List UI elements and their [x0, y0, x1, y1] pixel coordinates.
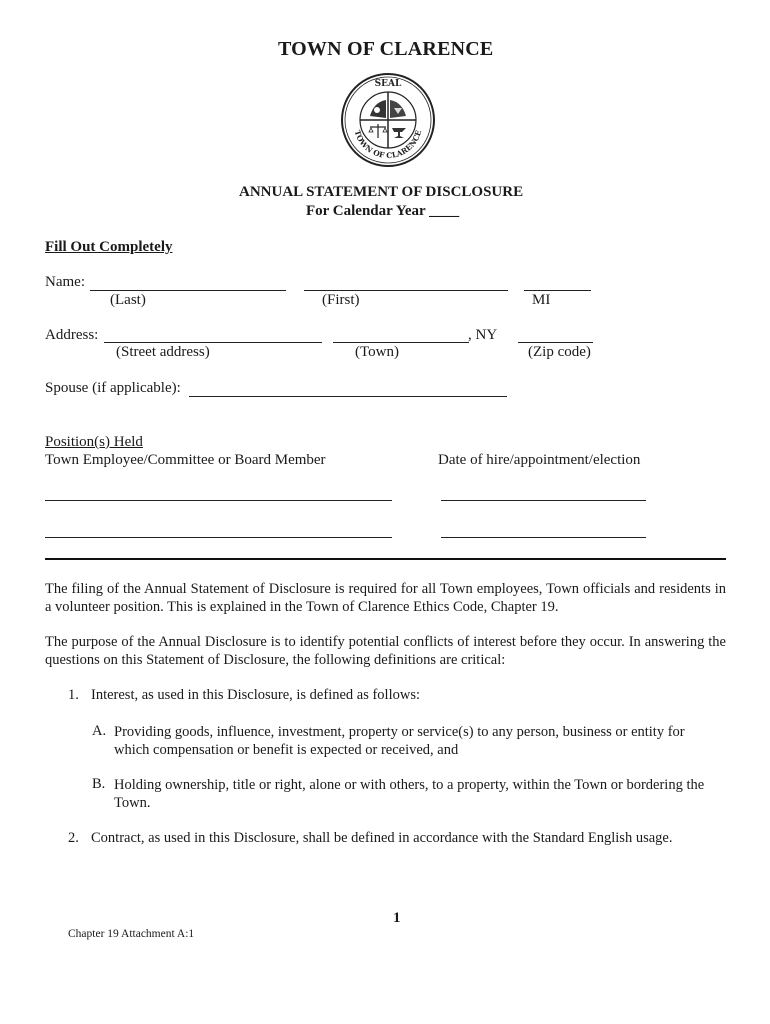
street-address-caption: (Street address) — [116, 344, 210, 360]
item-1-text: Interest, as used in this Disclosure, is defined as follows: — [91, 687, 421, 703]
item-a-letter: A. — [92, 723, 107, 739]
seal-text-bottom: TOWN OF CLARENCE — [352, 129, 424, 161]
town-field[interactable] — [333, 342, 469, 343]
position-field-2[interactable] — [45, 537, 392, 538]
address-label: Address: — [45, 327, 99, 343]
date-field-2[interactable] — [441, 537, 646, 538]
last-name-caption: (Last) — [110, 292, 146, 308]
first-name-caption: (First) — [322, 292, 360, 308]
zip-code-field[interactable] — [518, 342, 593, 343]
first-name-field[interactable] — [304, 290, 508, 291]
paragraph-filing: The filing of the Annual Statement of Disclosure is required for all Town employees, Town officials and residents in a volunteer position. This is explained in the Town of Clarence Ethics Code, Chapter 19. — [45, 581, 726, 615]
item-1-number: 1. — [68, 687, 79, 703]
form-subheading: For Calendar Year ____ — [306, 203, 460, 219]
position-field-1[interactable] — [45, 500, 392, 501]
zip-code-caption: (Zip code) — [528, 344, 591, 360]
positions-heading: Position(s) Held — [45, 434, 143, 450]
paragraph-purpose: The purpose of the Annual Disclosure is to identify potential conflicts of interest before they occur. In answering the questions on this Statement of Disclosure, the following definitions are critical: — [45, 634, 726, 668]
item-b-letter: B. — [92, 776, 106, 792]
instruction-label: Fill Out Completely — [45, 239, 173, 255]
page-title: TOWN OF CLARENCE — [278, 38, 494, 60]
form-heading: ANNUAL STATEMENT OF DISCLOSURE — [239, 184, 524, 200]
page-number: 1 — [393, 910, 401, 926]
date-field-1[interactable] — [441, 500, 646, 501]
item-b-text: Holding ownership, title or right, alone or with others, to a property, within the Town or bordering the Town. — [114, 777, 705, 811]
town-caption: (Town) — [355, 344, 399, 360]
mi-field[interactable] — [524, 290, 591, 291]
mi-caption: MI — [532, 292, 551, 308]
spouse-field[interactable] — [189, 396, 507, 397]
seal-text-top: SEAL — [374, 79, 402, 89]
item-a-text: Providing goods, influence, investment, property or service(s) to any person, business or entity for which compensation or benefit is expected or received, and — [114, 724, 685, 758]
item-2-text: Contract, as used in this Disclosure, shall be defined in accordance with the Standard English usage. — [91, 830, 673, 846]
name-label: Name: — [45, 274, 85, 290]
item-2-number: 2. — [68, 830, 79, 846]
positions-col1-label: Town Employee/Committee or Board Member — [45, 452, 326, 468]
section-divider — [45, 558, 726, 560]
town-seal-icon — [340, 72, 436, 168]
street-address-field[interactable] — [104, 342, 322, 343]
ny-label: , NY — [468, 327, 498, 343]
positions-col2-label: Date of hire/appointment/election — [438, 452, 641, 468]
last-name-field[interactable] — [90, 290, 286, 291]
spouse-label: Spouse (if applicable): — [45, 380, 181, 396]
attachment-label: Chapter 19 Attachment A:1 — [68, 928, 195, 940]
